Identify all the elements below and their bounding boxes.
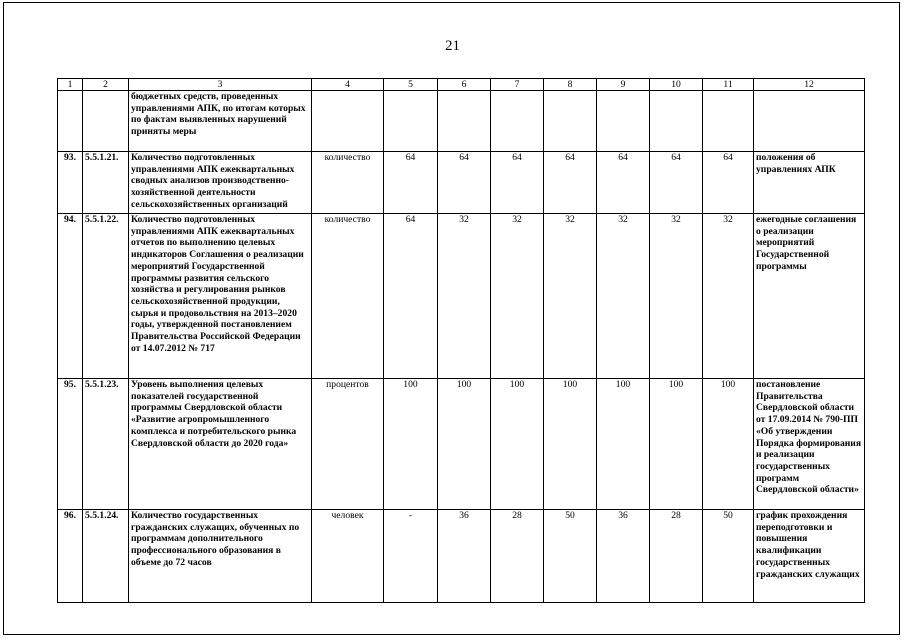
value-cell: 100 [438,379,491,510]
value-cell: - [384,510,438,603]
code-cell [83,91,129,152]
description-cell: Количество подготовленных управлениями АПК ежеквартальных сводных анализов производственно-хозяйственной деятельности сельскохозяйственных организаций [129,152,312,214]
header-row [58,79,865,91]
value-cell [597,91,650,152]
unit-cell [312,91,384,152]
value-cell [438,91,491,152]
value-cell: 36 [597,510,650,603]
value-cell: 32 [438,214,491,379]
indicators-table [57,78,865,603]
header-cell: 6 [438,79,491,91]
value-cell: 32 [544,214,597,379]
unit-cell: человек [312,510,384,603]
num-cell: 94. [58,214,83,379]
table-row [58,152,865,214]
basis-cell: график прохождения переподготовки и повышения квалификации государственных гражданских служащих [754,510,865,603]
header-cell: 12 [754,79,865,91]
code-cell: 5.5.1.24. [83,510,129,603]
value-cell: 50 [544,510,597,603]
page-number: 21 [445,38,460,54]
value-cell: 100 [491,379,544,510]
header-cell: 10 [650,79,703,91]
value-cell: 64 [544,152,597,214]
description-cell: бюджетных средств, проведенных управлениями АПК, по итогам которых по фактам выявленных нарушений приняты меры [129,91,312,152]
basis-cell: постановление Правительства Свердловской области от 17.09.2014 № 790-ПП «Об утверждении Порядка формирования и реализации государственных программ Свердловской области» [754,379,865,510]
header-cell: 4 [312,79,384,91]
value-cell: 36 [438,510,491,603]
value-cell [491,91,544,152]
value-cell: 100 [597,379,650,510]
value-cell: 100 [384,379,438,510]
value-cell: 32 [650,214,703,379]
description-cell: Количество государственных гражданских служащих, обученных по программам дополнительного профессионального образования в объеме до 72 часов [129,510,312,603]
basis-cell: ежегодные соглашения о реализации мероприятий Государственной программы [754,214,865,379]
value-cell: 28 [491,510,544,603]
header-cell: 8 [544,79,597,91]
value-cell [544,91,597,152]
header-cell: 3 [129,79,312,91]
value-cell: 32 [491,214,544,379]
description-cell: Количество подготовленных управлениями АПК ежеквартальных отчетов по выполнению целевых индикаторов Соглашения о реализации мероприятий Государственной программы развития сельского хозяйства и регулирования рынков сельскохозяйственной продукции, сырья и продовольствия на 2013–2020 годы, утвержденной постановлением Правительства Российской Федерации от 14.07.2012 № 717 [129,214,312,379]
value-cell: 50 [703,510,754,603]
description-cell: Уровень выполнения целевых показателей государственной программы Свердловской области «Развитие агропромышленного комплекса и потребительского рынка Свердловской области до 2020 года» [129,379,312,510]
num-cell [58,91,83,152]
num-cell: 95. [58,379,83,510]
value-cell: 64 [384,214,438,379]
value-cell: 64 [384,152,438,214]
code-cell: 5.5.1.21. [83,152,129,214]
unit-cell: количество [312,214,384,379]
value-cell: 64 [650,152,703,214]
header-cell: 11 [703,79,754,91]
num-cell: 93. [58,152,83,214]
header-cell: 9 [597,79,650,91]
value-cell: 32 [597,214,650,379]
unit-cell: количество [312,152,384,214]
value-cell: 32 [703,214,754,379]
continuation-row [58,91,865,152]
value-cell: 64 [597,152,650,214]
basis-cell [754,91,865,152]
value-cell [384,91,438,152]
value-cell: 64 [491,152,544,214]
header-cell: 1 [58,79,83,91]
value-cell: 100 [544,379,597,510]
value-cell [650,91,703,152]
header-cell: 5 [384,79,438,91]
code-cell: 5.5.1.23. [83,379,129,510]
value-cell: 64 [438,152,491,214]
value-cell: 64 [703,152,754,214]
value-cell [703,91,754,152]
table-row [58,379,865,510]
value-cell: 28 [650,510,703,603]
value-cell: 100 [703,379,754,510]
code-cell: 5.5.1.22. [83,214,129,379]
num-cell: 96. [58,510,83,603]
basis-cell: положения об управлениях АПК [754,152,865,214]
unit-cell: процентов [312,379,384,510]
header-cell: 2 [83,79,129,91]
table-row [58,214,865,379]
header-cell: 7 [491,79,544,91]
table-row [58,510,865,603]
value-cell: 100 [650,379,703,510]
